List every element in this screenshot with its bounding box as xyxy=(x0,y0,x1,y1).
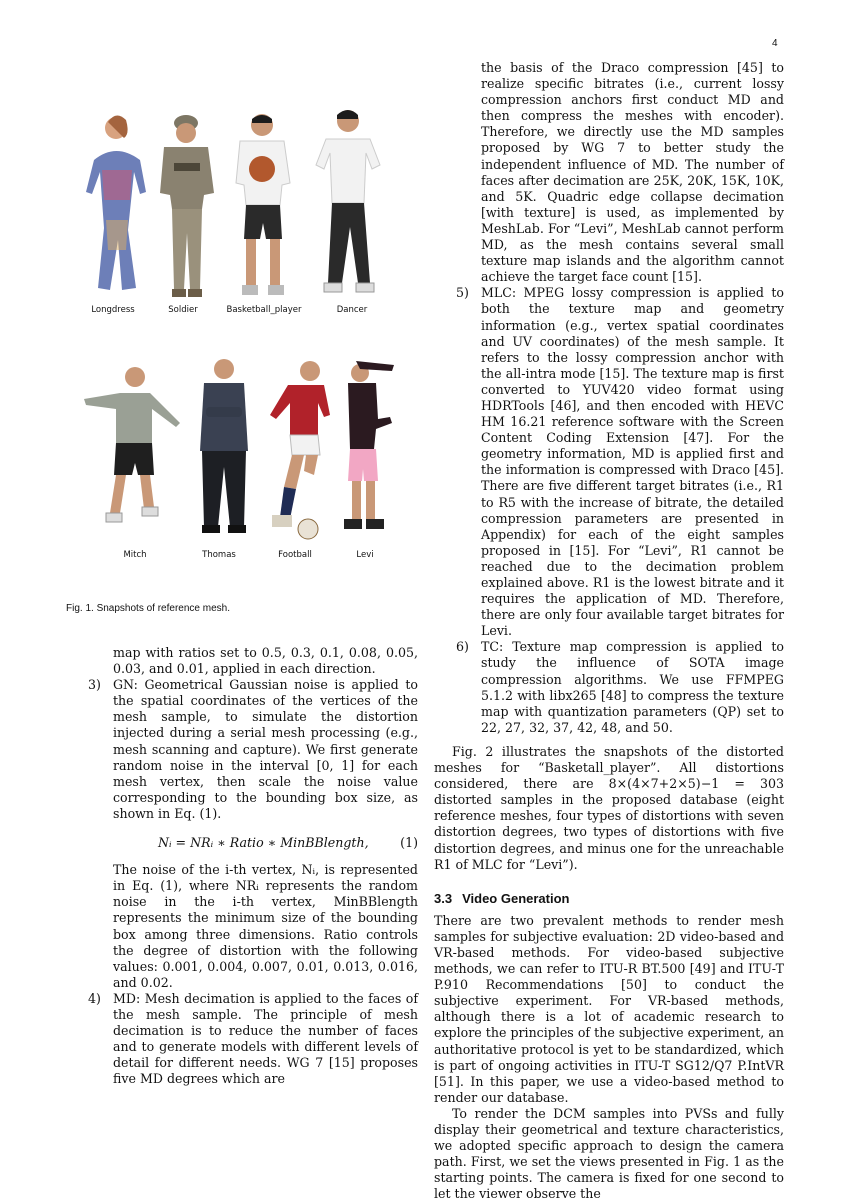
mesh-football-image xyxy=(266,359,336,541)
mesh-basketball-player-image xyxy=(228,113,298,303)
label-basketball-player: Basketball_player xyxy=(226,305,302,315)
page-number: 4 xyxy=(772,38,778,49)
mesh-levi-image xyxy=(338,357,398,542)
section-title: Video Generation xyxy=(462,890,570,906)
label-dancer: Dancer xyxy=(336,305,368,315)
paragraph-camera-path: To render the DCM samples into PVSs and fully display their geometrical and texture characteristics, we adopted specific approach to design the camera path. First, we set the views presented in Fig. 1 as the starting points. The camera is fixed for one second to let the viewer observe the xyxy=(434,1105,784,1202)
section-number: 3.3 xyxy=(434,890,453,906)
label-levi: Levi xyxy=(356,550,374,560)
figure-caption: Fig. 1. Snapshots of reference mesh. xyxy=(66,603,230,614)
item-text: TC: Texture map compression is applied to study the influence of SOTA image compression algorithms. We use FFMPEG 5.1.2 with libx265 [48] to compress the texture map with quantization parameters (QP) set to 22, 27, 32, 37, 42, 48, and 50. xyxy=(481,639,784,735)
list-item-tc xyxy=(434,639,784,736)
paragraph-distortion-count: Fig. 2 illustrates the snapshots of the distorted meshes for “Basketall_player”. All distortions considered, there are 8×(4×7+2×5)−1 = 303 distorted samples in the proposed database (eight reference meshes, four types of distortions with seven distortion degrees, two types of distortions with five distortion degrees, and minus one for the unreachable R1 of MLC for “Levi”). xyxy=(434,743,784,872)
mesh-dancer-image xyxy=(310,107,385,302)
mesh-soldier-image xyxy=(152,113,222,303)
mesh-thomas-image xyxy=(194,357,254,537)
list-item-mlc xyxy=(434,285,784,639)
list-item-md-continuation: the basis of the Draco compression [45] to realize specific bitrates (i.e., current lossy compression anchors first conduct MD and then compress the meshes with encoder). Therefore, we directly use the MD samples proposed by WG 7 to better study the independent influence of MD. The number of faces after decimation are 25K, 20K, 15K, 10K, and 5K. Quadric edge collapse decimation [with texture] is used, as implemented by MeshLab. For “Levi”, MeshLab cannot perform MD, as the mesh contains several small texture map islands and the algorithm cannot achieve the target face count [15]. xyxy=(481,60,784,285)
equation-number: (1) xyxy=(400,835,418,851)
item-number: 5) xyxy=(456,285,469,301)
item-text: GN: Geometrical Gaussian noise is applied to the spatial coordinates of the vertices of the mesh sample, to simulate the distortion injected during a serial mesh processing (e.g., mesh scanning and capture). We first generate random noise in the interval [0, 1] for each mesh vertex, then scale the noise value corresponding to the bounding box size, as shown in Eq. (1). xyxy=(113,677,418,821)
list-item-gn xyxy=(66,677,418,822)
label-longdress: Longdress xyxy=(91,305,135,315)
label-soldier: Soldier xyxy=(168,305,198,315)
section-heading xyxy=(434,891,784,907)
label-football: Football xyxy=(278,550,312,560)
paragraph-render-methods: There are two prevalent methods to render mesh samples for subjective evaluation: 2D video-based and VR-based methods. For video-based subjective methods, we can refer to ITU-R BT.500 [49] and ITU-T P.910 Recommendations [50] to conduct the subjective experiment. For VR-based methods, although there is a lot of academic research to explore the principles of the subjective experiment, an authoritative protocol is yet to be standardized, which is part of ongoing activities in ITU-T SG12/Q7 P.IntVR [51]. In this paper, we use a video-based method to render our database. xyxy=(434,912,784,1105)
figure-reference-meshes xyxy=(70,95,425,570)
list-item-md xyxy=(66,991,418,1088)
equation-body: Nᵢ = NRᵢ ∗ Ratio ∗ MinBBlength, xyxy=(158,835,369,851)
label-mitch: Mitch xyxy=(123,550,147,560)
item-number: 3) xyxy=(88,677,101,693)
mesh-longdress-image xyxy=(80,110,155,300)
list-item-continuation: map with ratios set to 0.5, 0.3, 0.1, 0.08, 0.05, 0.03, and 0.01, applied in each direction. xyxy=(113,645,418,677)
item-number: 4) xyxy=(88,990,101,1006)
item-text: MD: Mesh decimation is applied to the faces of the mesh sample. The principle of mesh decimation is to reduce the number of faces and to generate models with different levels of detail for different needs. WG 7 [15] proposes five MD degrees which are xyxy=(113,990,418,1087)
item-number: 6) xyxy=(456,639,469,655)
equation-1 xyxy=(66,835,418,851)
right-column xyxy=(434,60,784,1202)
mesh-mitch-image xyxy=(80,363,185,533)
paragraph-noise-explanation: The noise of the i-th vertex, Nᵢ, is represented in Eq. (1), where NRᵢ represents the random noise in the i-th vertex, MinBBlength represents the minimum size of the bounding box among three dimensions. Ratio controls the degree of distortion with the following values: 0.001, 0.004, 0.007, 0.01, 0.013, 0.016, and 0.02. xyxy=(113,862,418,990)
item-text: MLC: MPEG lossy compression is applied to both the texture map and geometry information (e.g., vertex spatial coordinates and UV coordinates) of the mesh sample. It refers to the lossy compression anchor with the all-intra mode [15]. The texture map is first converted to YUV420 video format using HDRTools [46], and then encoded with HEVC HM 16.21 reference software with the Screen Content Coding Extension [47]. For the geometry information, MD is applied first and the information is compressed with Draco [45]. There are five different target bitrates (i.e., R1 to R5 with the increase of bitrate, the detailed compression parameters are presented in Appendix) for each of the eight samples proposed in [15]. For “Levi”, R1 cannot be reached due to the decimation problem explained above. R1 is the lowest bitrate and it requires the application of MD. Therefore, there are only four available target bitrates for Levi. xyxy=(481,285,784,639)
left-column xyxy=(66,645,418,1087)
label-thomas: Thomas xyxy=(202,550,236,560)
